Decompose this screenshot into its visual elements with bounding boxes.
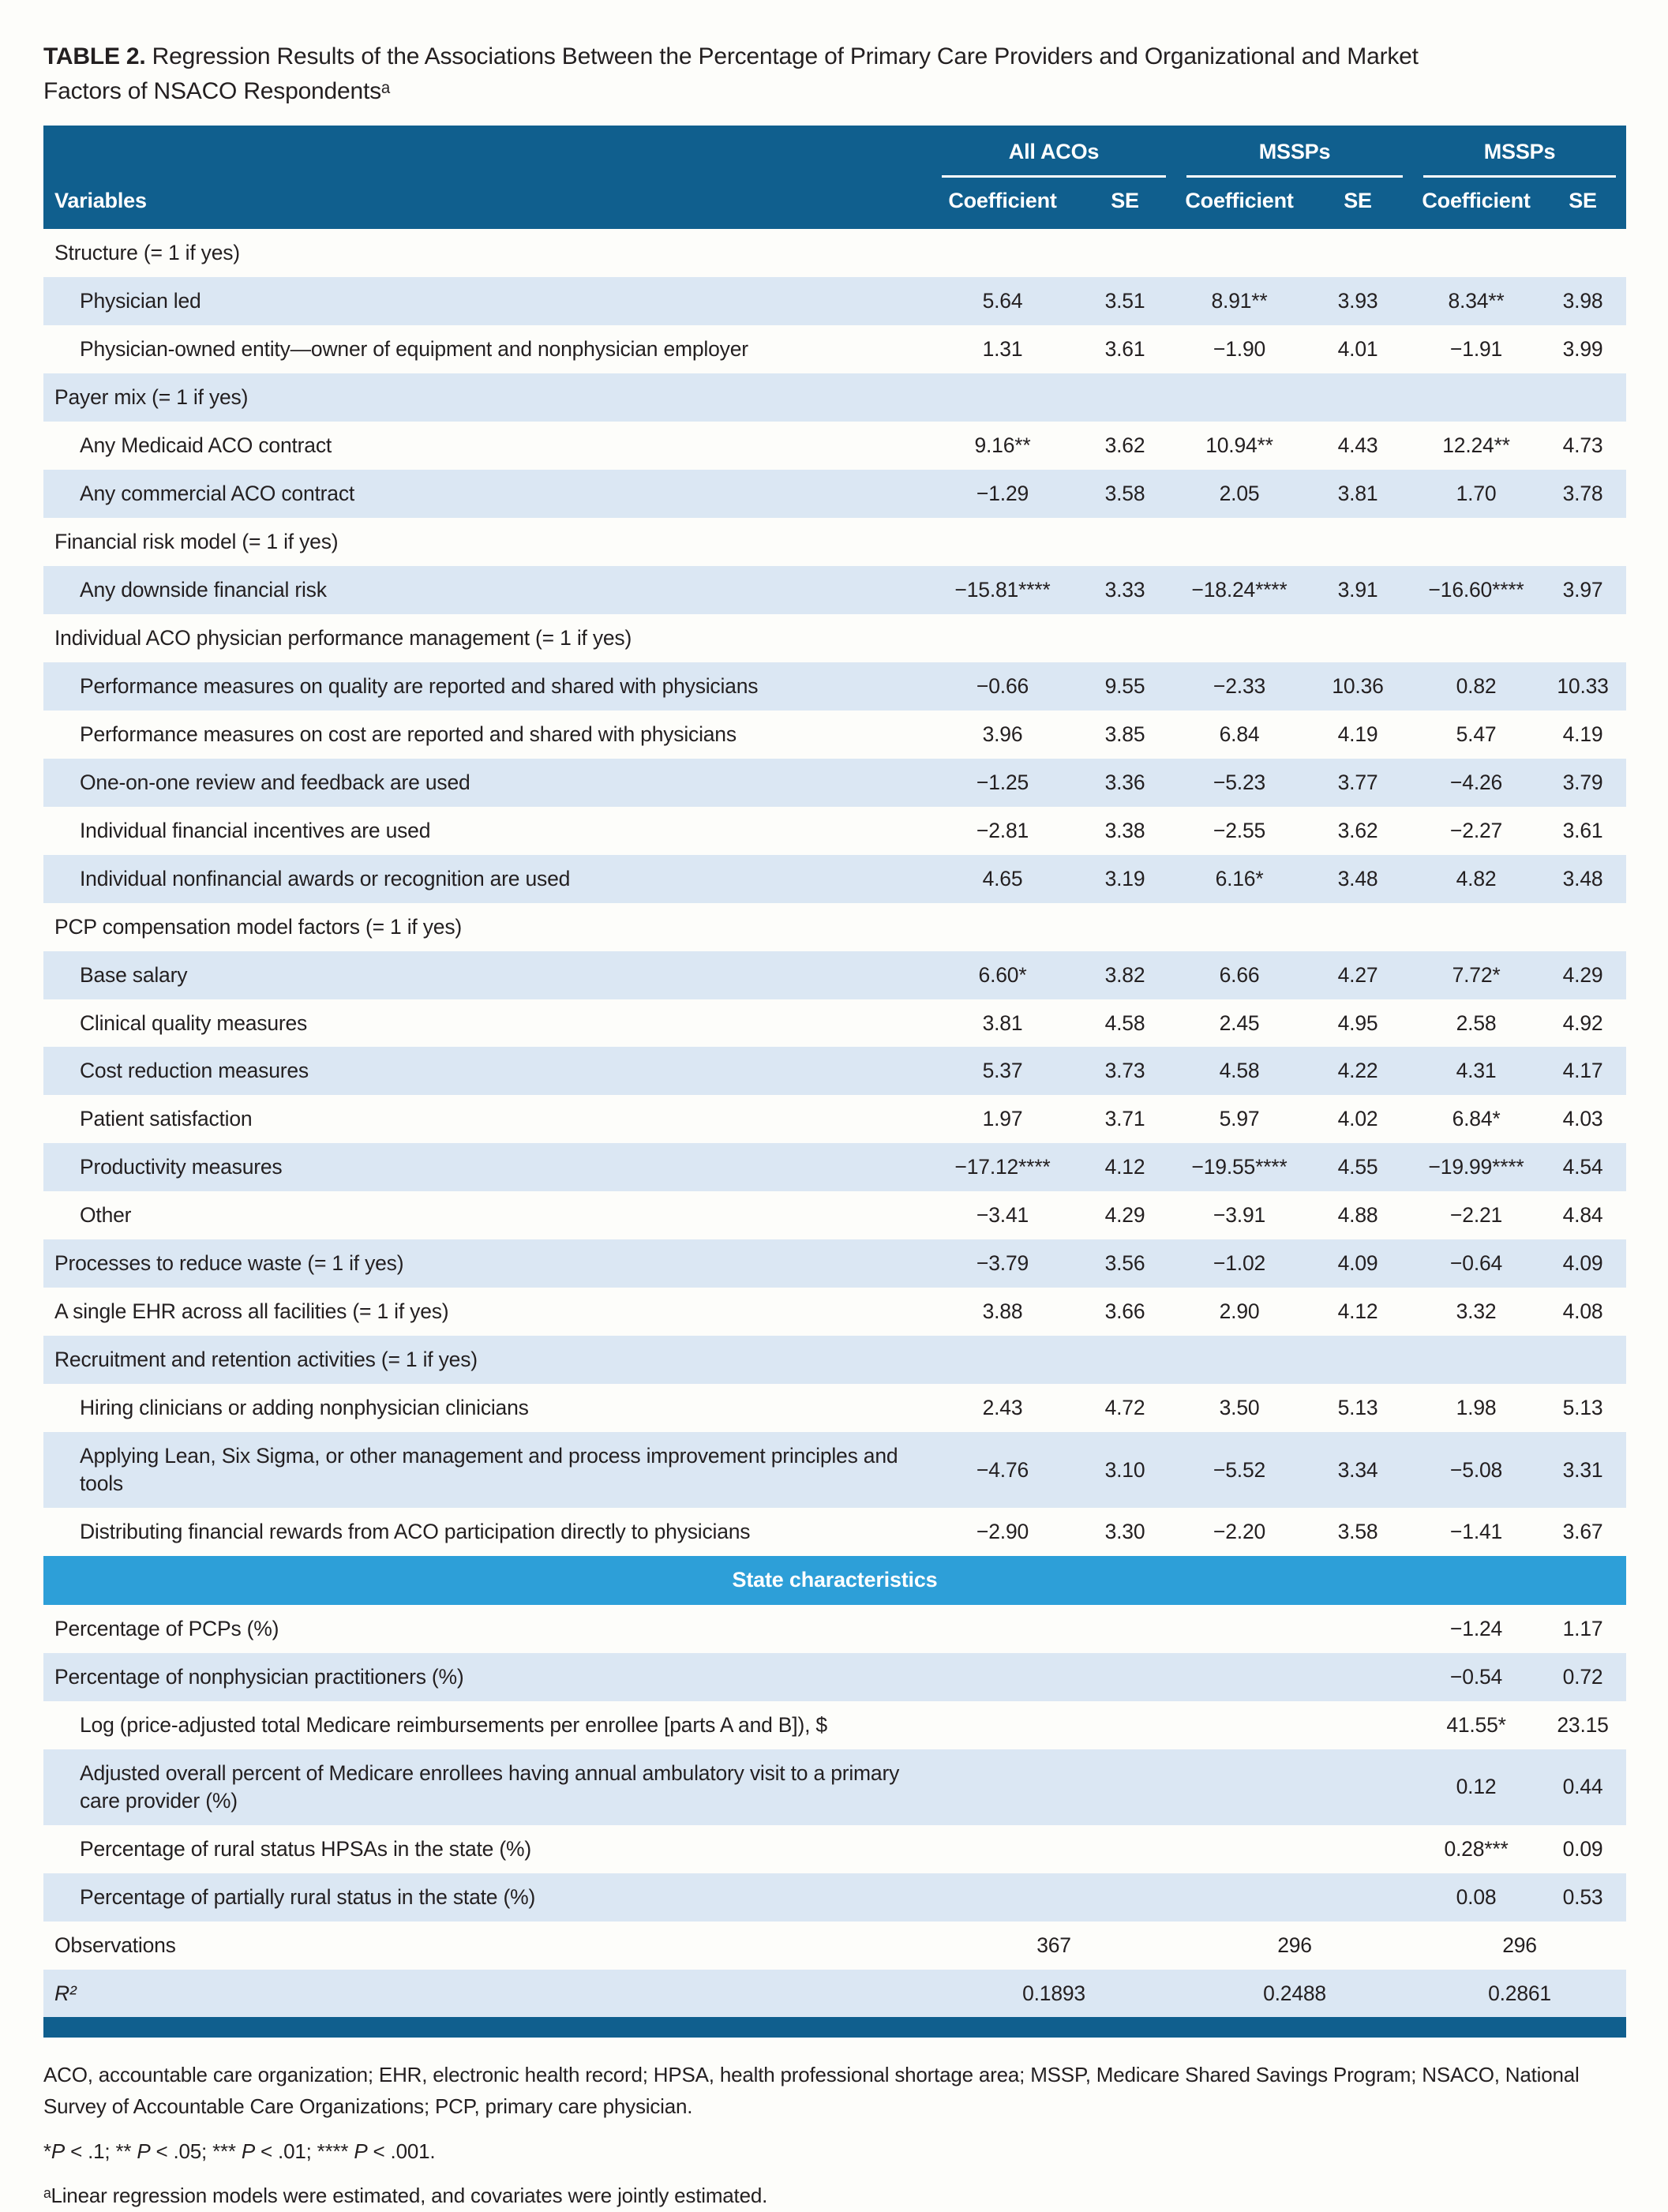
data-row	[43, 1825, 1626, 1873]
value-cell: 12.24**	[1442, 433, 1510, 457]
value-cell	[1176, 1873, 1303, 1921]
value-cell	[1074, 1701, 1176, 1749]
data-row	[43, 807, 1626, 855]
column-group-label: All ACOs	[942, 140, 1166, 178]
section-label: Individual ACO physician performance management (= 1 if yes)	[54, 625, 632, 650]
value-cell: 1.97	[982, 1107, 1023, 1131]
section-row	[43, 518, 1626, 566]
value-cell: 1.31	[982, 336, 1023, 361]
value-cell	[1074, 1605, 1176, 1653]
value-cell: −16.60****	[1428, 577, 1524, 602]
value-cell: 1.98	[1456, 1396, 1497, 1420]
value-cell	[931, 1873, 1074, 1921]
data-row	[43, 1653, 1626, 1701]
row-label: Distributing financial rewards from ACO participation directly to physicians	[80, 1520, 751, 1544]
value-cell	[931, 1825, 1074, 1873]
value-cell: 3.32	[1456, 1299, 1497, 1324]
value-cell: 9.16**	[974, 433, 1031, 457]
section-row	[43, 1336, 1626, 1384]
se-column-header: SE	[1303, 178, 1413, 229]
band-row	[43, 1556, 1626, 1605]
value-cell: 6.16*	[1215, 866, 1264, 890]
value-cell: 8.91**	[1211, 288, 1268, 313]
value-cell: 5.37	[982, 1059, 1023, 1083]
row-label: Physician-owned entity—owner of equipment and nonphysician employer	[80, 336, 748, 361]
value-cell: 2.05	[1219, 481, 1260, 505]
value-cell: 0.82	[1456, 673, 1497, 698]
row-label: R²	[54, 1981, 77, 2005]
value-cell: 3.67	[1562, 1520, 1603, 1544]
value-cell: 3.38	[1104, 818, 1145, 842]
value-cell: 3.48	[1337, 866, 1378, 890]
data-row	[43, 1191, 1626, 1239]
value-cell	[1303, 1749, 1413, 1825]
value-cell: −4.26	[1450, 770, 1503, 794]
variables-column-header: Variables	[43, 126, 931, 229]
value-cell: 4.12	[1337, 1299, 1378, 1324]
summary-row	[43, 1921, 1626, 1970]
value-cell: 4.03	[1562, 1107, 1603, 1131]
coefficient-column-header: Coefficient	[1413, 178, 1539, 229]
value-cell: 3.96	[982, 722, 1023, 746]
value-cell: 3.61	[1104, 336, 1145, 361]
row-label: Physician led	[80, 288, 201, 313]
section-label: Structure (= 1 if yes)	[54, 241, 240, 264]
value-cell: −15.81****	[954, 577, 1051, 602]
value-cell: 3.73	[1104, 1059, 1145, 1083]
value-cell: 3.10	[1104, 1457, 1145, 1482]
value-cell: 7.72*	[1452, 962, 1501, 987]
value-cell: 4.08	[1562, 1299, 1603, 1324]
value-cell: −2.81	[976, 818, 1029, 842]
row-label: Hiring clinicians or adding nonphysician clinicians	[80, 1396, 529, 1420]
data-row	[43, 325, 1626, 373]
value-cell: −19.99****	[1428, 1155, 1524, 1179]
value-cell: −5.23	[1213, 770, 1266, 794]
table-body	[43, 229, 1626, 2017]
value-cell: 3.30	[1104, 1520, 1145, 1544]
value-cell: 3.81	[1337, 481, 1378, 505]
section-label: Payer mix (= 1 if yes)	[54, 384, 249, 409]
value-cell: 4.27	[1337, 962, 1378, 987]
row-label: Performance measures on quality are reported and shared with physicians	[80, 673, 759, 698]
state-characteristics-band-label: State characteristics	[43, 1556, 1626, 1605]
data-row	[43, 1749, 1626, 1825]
value-cell: −3.91	[1213, 1203, 1266, 1228]
value-cell: −5.08	[1450, 1457, 1503, 1482]
section-row	[43, 614, 1626, 662]
row-label: One-on-one review and feedback are used	[80, 770, 470, 794]
row-label: A single EHR across all facilities (= 1 if yes)	[54, 1299, 449, 1324]
section-label: PCP compensation model factors (= 1 if yes)	[54, 914, 462, 939]
value-cell: 0.12	[1456, 1775, 1497, 1799]
table-bottom-rule	[43, 2017, 1626, 2038]
table-title	[43, 39, 1496, 108]
value-cell	[931, 1605, 1074, 1653]
table-title-text: Regression Results of the Associations Between the Percentage of Primary Care Providers and Organizational and Market Factors of NSACO Respondentsᵃ	[43, 43, 1419, 104]
value-cell: 3.50	[1219, 1396, 1260, 1420]
value-cell: 3.62	[1104, 433, 1145, 457]
value-cell: 3.34	[1337, 1457, 1378, 1482]
value-cell: −1.02	[1213, 1251, 1266, 1276]
value-cell	[931, 1701, 1074, 1749]
value-cell: 10.36	[1332, 673, 1384, 698]
data-row	[43, 277, 1626, 325]
value-cell: 4.65	[982, 866, 1023, 890]
value-cell: −1.29	[976, 481, 1029, 505]
value-cell: 4.01	[1337, 336, 1378, 361]
value-cell: 2.43	[982, 1396, 1023, 1420]
value-cell: 10.33	[1557, 673, 1609, 698]
row-label: Adjusted overall percent of Medicare enrollees having annual ambulatory visit to a primary care provider (%)	[80, 1760, 900, 1813]
value-cell: 10.94**	[1205, 433, 1273, 457]
row-label: Any downside financial risk	[80, 577, 327, 602]
value-cell: 4.17	[1562, 1059, 1603, 1083]
value-cell: 3.71	[1104, 1107, 1145, 1131]
coefficient-column-header: Coefficient	[931, 178, 1074, 229]
value-cell: −1.91	[1450, 336, 1503, 361]
table-header	[43, 126, 1626, 229]
data-row	[43, 1239, 1626, 1288]
value-cell: 5.64	[982, 288, 1023, 313]
se-column-header: SE	[1074, 178, 1176, 229]
value-cell: 6.66	[1219, 962, 1260, 987]
value-cell: 5.97	[1219, 1107, 1260, 1131]
value-cell: −3.41	[976, 1203, 1029, 1228]
row-label: Other	[80, 1203, 132, 1228]
value-cell: 3.58	[1337, 1520, 1378, 1544]
value-cell: −1.90	[1213, 336, 1266, 361]
header-group-row	[43, 126, 1626, 178]
value-cell: 3.33	[1104, 577, 1145, 602]
value-cell	[1176, 1605, 1303, 1653]
section-row	[43, 373, 1626, 422]
data-row	[43, 1873, 1626, 1921]
value-cell: 4.12	[1104, 1155, 1145, 1179]
row-label: Productivity measures	[80, 1155, 283, 1179]
value-cell: 3.78	[1562, 481, 1603, 505]
value-cell: 41.55*	[1446, 1712, 1506, 1737]
row-label: Individual financial incentives are used	[80, 818, 431, 842]
value-cell: 3.91	[1337, 577, 1378, 602]
footnote-significance: *P < .1; ** P < .05; *** P < .01; **** P < .001.	[43, 2139, 436, 2163]
value-cell: 1.70	[1456, 481, 1497, 505]
summary-value-cell: 296	[1277, 1933, 1312, 1957]
value-cell: −4.76	[976, 1457, 1029, 1482]
data-row	[43, 1432, 1626, 1508]
value-cell: 3.88	[982, 1299, 1023, 1324]
value-cell: 3.31	[1562, 1457, 1603, 1482]
value-cell: 3.48	[1562, 866, 1603, 890]
value-cell: 4.58	[1104, 1010, 1145, 1035]
value-cell: 3.56	[1104, 1251, 1145, 1276]
data-row	[43, 1605, 1626, 1653]
row-label: Patient satisfaction	[80, 1107, 253, 1131]
data-row	[43, 1508, 1626, 1556]
value-cell: −18.24****	[1191, 577, 1288, 602]
value-cell: 5.13	[1562, 1396, 1603, 1420]
value-cell: 3.66	[1104, 1299, 1145, 1324]
data-row	[43, 470, 1626, 518]
value-cell	[1176, 1749, 1303, 1825]
value-cell	[1074, 1653, 1176, 1701]
value-cell	[1303, 1605, 1413, 1653]
row-label: Any commercial ACO contract	[80, 481, 355, 505]
summary-value-cell: 367	[1036, 1933, 1071, 1957]
value-cell: −17.12****	[954, 1155, 1051, 1179]
data-row	[43, 999, 1626, 1048]
value-cell: 3.97	[1562, 577, 1603, 602]
value-cell	[1074, 1825, 1176, 1873]
value-cell: −1.24	[1450, 1616, 1503, 1640]
value-cell: −0.54	[1450, 1664, 1503, 1689]
summary-value-cell: 0.2488	[1263, 1981, 1326, 2005]
value-cell: 3.36	[1104, 770, 1145, 794]
se-column-header: SE	[1539, 178, 1626, 229]
value-cell	[1303, 1653, 1413, 1701]
data-row	[43, 951, 1626, 999]
value-cell: 4.92	[1562, 1010, 1603, 1035]
value-cell: 0.08	[1456, 1884, 1497, 1909]
column-group-mssps-2	[1413, 126, 1626, 178]
summary-value-cell: 0.1893	[1022, 1981, 1085, 2005]
value-cell	[1303, 1873, 1413, 1921]
value-cell: 4.09	[1562, 1251, 1603, 1276]
value-cell: 6.84	[1219, 722, 1260, 746]
value-cell: 3.51	[1104, 288, 1145, 313]
value-cell	[1303, 1701, 1413, 1749]
value-cell: 0.09	[1562, 1836, 1603, 1861]
row-label: Percentage of PCPs (%)	[54, 1616, 279, 1640]
row-label: Any Medicaid ACO contract	[80, 433, 332, 457]
row-label: Cost reduction measures	[80, 1059, 309, 1083]
value-cell: −2.21	[1450, 1203, 1503, 1228]
data-row	[43, 1143, 1626, 1191]
value-cell: 3.93	[1337, 288, 1378, 313]
value-cell: 4.29	[1104, 1203, 1145, 1228]
value-cell: 6.60*	[978, 962, 1027, 987]
column-group-label: MSSPs	[1186, 140, 1403, 178]
data-row	[43, 855, 1626, 903]
value-cell: −2.20	[1213, 1520, 1266, 1544]
value-cell	[1176, 1701, 1303, 1749]
data-row	[43, 662, 1626, 710]
value-cell: 0.28***	[1444, 1836, 1509, 1861]
row-label: Log (price-adjusted total Medicare reimbursements per enrollee [parts A and B]), $	[80, 1712, 827, 1737]
data-row	[43, 1047, 1626, 1095]
row-label: Applying Lean, Six Sigma, or other management and process improvement principles and tools	[80, 1444, 898, 1496]
value-cell	[1303, 1825, 1413, 1873]
section-row	[43, 903, 1626, 951]
value-cell: −1.41	[1450, 1520, 1503, 1544]
data-row	[43, 566, 1626, 614]
value-cell: 4.73	[1562, 433, 1603, 457]
value-cell: 3.62	[1337, 818, 1378, 842]
value-cell: 4.19	[1337, 722, 1378, 746]
value-cell: −2.55	[1213, 818, 1266, 842]
data-row	[43, 710, 1626, 759]
value-cell: 6.84*	[1452, 1107, 1501, 1131]
column-group-all-acos	[931, 126, 1176, 178]
value-cell	[1176, 1825, 1303, 1873]
summary-value-cell: 296	[1502, 1933, 1537, 1957]
value-cell: 3.58	[1104, 481, 1145, 505]
value-cell: 4.58	[1219, 1059, 1260, 1083]
value-cell: 4.54	[1562, 1155, 1603, 1179]
value-cell	[1176, 1653, 1303, 1701]
value-cell: 4.22	[1337, 1059, 1378, 1083]
value-cell: −19.55****	[1191, 1155, 1288, 1179]
value-cell: 4.02	[1337, 1107, 1378, 1131]
value-cell	[1074, 1749, 1176, 1825]
regression-table	[43, 126, 1626, 2017]
value-cell: 3.81	[982, 1010, 1023, 1035]
value-cell: 0.53	[1562, 1884, 1603, 1909]
row-label: Clinical quality measures	[80, 1010, 308, 1035]
data-row	[43, 1384, 1626, 1432]
value-cell: 3.77	[1337, 770, 1378, 794]
data-row	[43, 422, 1626, 470]
value-cell: 4.84	[1562, 1203, 1603, 1228]
value-cell: 0.72	[1562, 1664, 1603, 1689]
value-cell: −2.33	[1213, 673, 1266, 698]
value-cell: 4.88	[1337, 1203, 1378, 1228]
value-cell: 4.55	[1337, 1155, 1378, 1179]
value-cell: 4.19	[1562, 722, 1603, 746]
row-label: Percentage of partially rural status in the state (%)	[80, 1884, 536, 1909]
row-label: Percentage of nonphysician practitioners (%)	[54, 1664, 464, 1689]
value-cell: −2.27	[1450, 818, 1503, 842]
row-label: Processes to reduce waste (= 1 if yes)	[54, 1251, 404, 1276]
footnote-methods: ᵃLinear regression models were estimated, and covariates were jointly estimated.	[43, 2184, 768, 2208]
value-cell: 4.43	[1337, 433, 1378, 457]
value-cell: 1.17	[1562, 1616, 1603, 1640]
value-cell: 9.55	[1104, 673, 1145, 698]
value-cell: 0.44	[1562, 1775, 1603, 1799]
value-cell: −3.79	[976, 1251, 1029, 1276]
value-cell: −0.66	[976, 673, 1029, 698]
footnote-abbreviations: ACO, accountable care organization; EHR, electronic health record; HPSA, health professional shortage area; MSSP, Medicare Shared Savings Program; NSACO, National Survey of Accountable Care Organizations; PCP, primary care physician.	[43, 2063, 1580, 2118]
value-cell	[1074, 1873, 1176, 1921]
value-cell: −1.25	[976, 770, 1029, 794]
value-cell: 8.34**	[1448, 288, 1505, 313]
value-cell: 4.72	[1104, 1396, 1145, 1420]
value-cell: 23.15	[1557, 1712, 1609, 1737]
value-cell: 3.61	[1562, 818, 1603, 842]
value-cell: 4.09	[1337, 1251, 1378, 1276]
data-row	[43, 1701, 1626, 1749]
value-cell	[931, 1749, 1074, 1825]
value-cell: 2.45	[1219, 1010, 1260, 1035]
section-row	[43, 229, 1626, 277]
value-cell: 5.13	[1337, 1396, 1378, 1420]
data-row	[43, 1288, 1626, 1336]
row-label: Percentage of rural status HPSAs in the state (%)	[80, 1836, 531, 1861]
summary-value-cell: 0.2861	[1488, 1981, 1551, 2005]
footnotes	[43, 2060, 1626, 2211]
value-cell: 3.98	[1562, 288, 1603, 313]
row-label: Observations	[54, 1933, 176, 1957]
column-group-label: MSSPs	[1423, 140, 1616, 178]
value-cell: 3.85	[1104, 722, 1145, 746]
value-cell	[931, 1653, 1074, 1701]
table-number-label: TABLE 2.	[43, 43, 146, 69]
value-cell: 4.29	[1562, 962, 1603, 987]
section-label: Financial risk model (= 1 if yes)	[54, 529, 339, 553]
value-cell: 4.82	[1456, 866, 1497, 890]
row-label: Individual nonfinancial awards or recognition are used	[80, 866, 571, 890]
value-cell: 5.47	[1456, 722, 1497, 746]
value-cell: 3.82	[1104, 962, 1145, 987]
value-cell: 2.58	[1456, 1010, 1497, 1035]
value-cell: −5.52	[1213, 1457, 1266, 1482]
coefficient-column-header: Coefficient	[1176, 178, 1303, 229]
row-label: Performance measures on cost are reported and shared with physicians	[80, 722, 737, 746]
value-cell: 3.19	[1104, 866, 1145, 890]
value-cell: −0.64	[1450, 1251, 1503, 1276]
value-cell: −2.90	[976, 1520, 1029, 1544]
summary-row	[43, 1970, 1626, 2018]
value-cell: 3.99	[1562, 336, 1603, 361]
value-cell: 2.90	[1219, 1299, 1260, 1324]
value-cell: 4.31	[1456, 1059, 1497, 1083]
value-cell: 4.95	[1337, 1010, 1378, 1035]
data-row	[43, 759, 1626, 807]
column-group-mssps-1	[1176, 126, 1413, 178]
row-label: Base salary	[80, 962, 188, 987]
value-cell: 3.79	[1562, 770, 1603, 794]
section-label: Recruitment and retention activities (= 1 if yes)	[54, 1348, 478, 1372]
data-row	[43, 1095, 1626, 1143]
